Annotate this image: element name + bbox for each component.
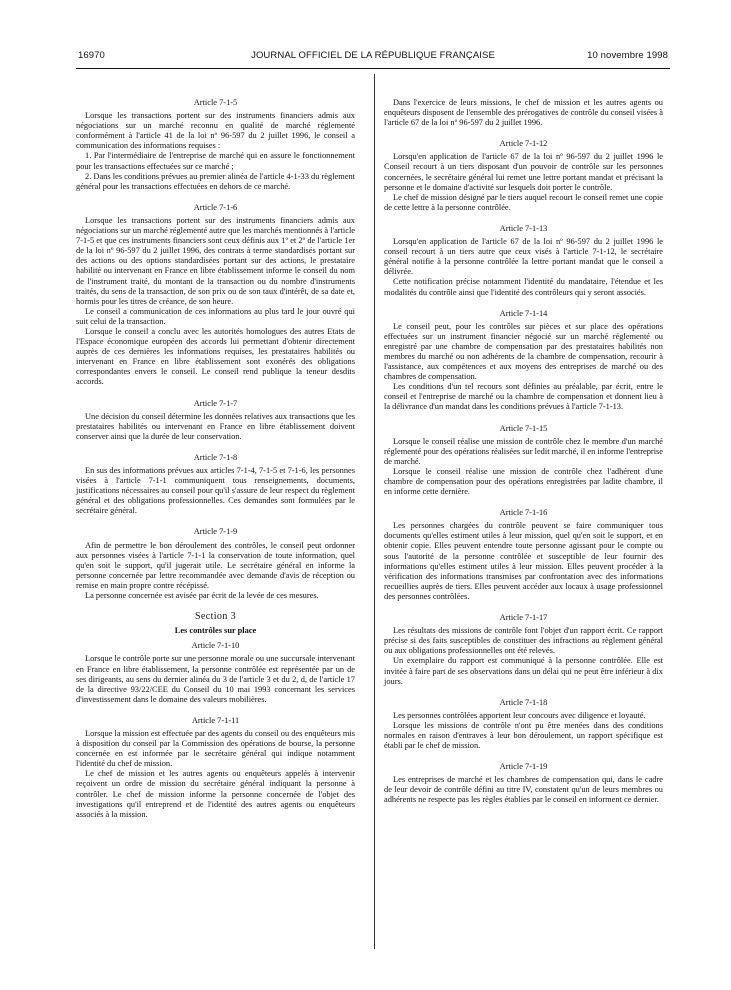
paragraph: En sus des informations prévues aux articles 7-1-4, 7-1-5 et 7-1-6, les personnes visées à l'article 7-1-1 communiquent tous renseignements, documents, justifications nécessaires au conseil pour qu'il s'assure de leur respect du règlement général et des obligations professionnelles. Ces demandes sont formulées par le secrétaire général. (76, 466, 355, 516)
left-column (76, 98, 355, 820)
paragraph: Lorsque le conseil a conclu avec les autorités homologues des autres Etats de l'Espace économique européen des accords lui permettant d'obtenir directement auprès de ces dernières les informations requises, les prestataires habilités ou intervenant en France en libre établissement sont exonérés des obligations correspondantes envers le conseil. Le conseil rend publique la teneur desdits accords. (76, 326, 355, 387)
paragraph: Le conseil a communication de ces informations au plus tard le jour ouvré qui suit celui de la transaction. (76, 306, 355, 326)
article-heading: Article 7-1-11 (191, 715, 240, 725)
paragraph: Lorsque le conseil réalise une mission de contrôle chez le membre d'un marché réglementé pour des opérations réalisées sur ledit marché, il en informe l'entreprise de marché. (384, 436, 663, 466)
paragraph: Lorsque le conseil réalise une mission de contrôle chez l'adhérent d'une chambre de compensation pour des opérations enregistrées par ladite chambre, il en informe cette dernière. (384, 466, 663, 497)
paragraph: Lorsque le contrôle porte sur une personne morale ou une succursale intervenant en France en libre établissement, la personne contrôlée est représentée par un de ses dirigeants, au sens du dernier alinéa du 3 de l'article 3 et du 2, d, de l'article 17 de la directive 93/22/CEE du Conseil du 10 mai 1993 concernant les services d'investissement dans le domaine des valeurs mobilières. (76, 654, 355, 704)
paragraph: Lorsqu'en application de l'article 67 de la loi nº 96-597 du 2 juillet 1996 le Conseil recourt à un tiers disposant d'un pouvoir de contrôle sur les personnes concernées, le secrétaire général lui remet une lettre portant mandat et précisant la personne et le domaine d'activité sur lesquels doit porter le contrôle. (384, 152, 663, 192)
article-heading: Article 7-1-6 (193, 202, 238, 212)
article-heading: Article 7-1-7 (193, 398, 238, 408)
paragraph: La personne concernée est avisée par écrit de la levée de ces mesures. (85, 591, 319, 601)
paragraph: Lorsque les transactions portent sur des instruments financiers admis aux négociations sur un marché réglementé autre que les marchés mentionnés à l'article 7-1-5 et que ces instruments financiers sont ceux définis aux 1º et 2º de l'article 1er de la loi nº 96-597 du 2 juillet 1996, des contrats à terme standardisés portant sur des actions ou des options standardisées portant sur des actions, le prestataire habilité ou intervenant en France en libre établissement informe le conseil du nom de l'instrument traité, du montant de la transaction ou du nombre d'instruments traités, du sens de la transaction, de son prix ou de son taux d'intérêt, de sa date et, hormis pour les titres de créance, de son heure. (76, 215, 355, 306)
journal-title: JOURNAL OFFICIEL DE LA RÉPUBLIQUE FRANÇAISE (251, 50, 495, 61)
article-heading: Article 7-1-15 (499, 423, 548, 433)
paragraph: Cette notification précise notamment l'identité du mandataire, l'étendue et les modalités du contrôle ainsi que l'identité des contrôleurs qui y seront associés. (384, 277, 663, 297)
article-heading: Article 7-1-5 (193, 98, 238, 107)
paragraph: Le conseil peut, pour les contrôles sur pièces et sur place des opérations effectuées sur un instrument financier négocié sur un marché réglementé ou enregistré par une chambre de compensation par des prestataires habilités non membres du marché ou non adhérents de la chambre de compensation, recourir à l'assistance, aux compétences et aux moyens des entreprises de marché ou des chambres de compensation. (384, 321, 663, 382)
article-heading: Article 7-1-17 (499, 613, 548, 623)
paragraph: Les conditions d'un tel recours sont définies au préalable, par écrit, entre le conseil et l'entreprise de marché ou la chambre de compensation et donnent lieu à la délivrance d'un mandat dans les conditions prévues à l'article 7-1-13. (384, 382, 663, 412)
article-heading: Article 7-1-9 (193, 527, 238, 537)
article-heading: Article 7-1-18 (499, 697, 548, 707)
column-separator (374, 74, 375, 949)
article-heading: Article 7-1-8 (193, 452, 238, 462)
article-heading: Article 7-1-13 (499, 223, 548, 233)
section-heading: Section 3 (194, 611, 237, 623)
article-heading: Article 7-1-19 (499, 762, 548, 772)
section-subtitle: Les contrôles sur place (174, 626, 257, 636)
article-heading: Article 7-1-12 (499, 139, 548, 149)
article-heading: Article 7-1-16 (499, 508, 548, 518)
paragraph: 2. Dans les conditions prévues au premier alinéa de l'article 4-1-33 du règlement général pour les transactions effectuées en dehors de ce marché. (76, 171, 355, 191)
paragraph: Une décision du conseil détermine les données relatives aux transactions que les prestataires habilités ou intervenant en France en libre établissement doivent conserver ainsi que la durée de leur conservation. (76, 411, 355, 441)
paragraph: Lorsque les transactions portent sur des instruments financiers admis aux négociations sur un marché reconnu en qualité de marché réglementé conformément à l'article 41 de la loi nº 96-597 du 2 juillet 1996, le conseil a communication des informations requises : (76, 111, 355, 151)
page-header (78, 50, 668, 64)
paragraph: Lorsque la mission est effectuée par des agents du conseil ou des enquêteurs mis à disposition du conseil par la Commission des opérations de bourse, la personne concernée en est informée par le secrétaire général qui indique notamment l'identité du chef de mission. (76, 728, 355, 769)
paragraph: Les résultats des missions de contrôle font l'objet d'un rapport écrit. Ce rapport précise si des faits susceptibles de constituer des infractions au règlement général ou aux obligations professionnelles ont été relevés. (384, 626, 663, 656)
right-column (384, 98, 663, 806)
paragraph: Dans l'exercice de leurs missions, le chef de mission et les autres agents ou enquêteurs disposent de l'ensemble des prérogatives de contrôle du conseil visées à l'article 67 de la loi nº 96-597 du 2 juillet 1996. (384, 98, 663, 128)
paragraph: Les personnes contrôlées apportent leur concours avec diligence et loyauté. (393, 710, 646, 720)
article-heading: Article 7-1-10 (191, 641, 240, 651)
header-rule (76, 68, 670, 69)
paragraph: Lorsqu'en application de l'article 67 de la loi nº 96-597 du 2 juillet 1996 le conseil recourt à un tiers autre que ceux visés à l'article 7-1-12, le secrétaire général notifie à la personne contrôlée la lettre portant mandat que le conseil a délivrée. (384, 237, 663, 277)
paragraph: Les entreprises de marché et les chambres de compensation qui, dans le cadre de leur devoir de contrôle défini au titre IV, constatent qu'un de leurs membres ou adhérents ne respecte pas les règles établies par le conseil en informent ce dernier. (384, 775, 663, 805)
page-number: 16970 (78, 50, 105, 61)
paragraph: Les personnes chargées du contrôle peuvent se faire communiquer tous documents qu'elles estiment utiles à leur mission, quel qu'en soit le support, et en obtenir copie. Elles peuvent entendre toute personne agissant pour le compte ou sous l'autorité de la personne contrôlée et susceptible de leur fournir des informations qu'elles estiment utiles à leur mission. Elles peuvent procéder à la vérification des informations transmises par confrontation avec des informations recueillies auprès de tiers. Elles peuvent accéder aux locaux à usage professionnel des personnes contrôlées. (384, 521, 663, 601)
paragraph: Le chef de mission désigné par le tiers auquel recourt le conseil remet une copie de cette lettre à la personne contrôlée. (384, 192, 663, 212)
article-heading: Article 7-1-14 (499, 308, 548, 318)
paragraph: Un exemplaire du rapport est communiqué à la personne contrôlée. Elle est invitée à faire part de ses observations dans un délai qui ne peut être inférieur à dix jours. (384, 656, 663, 686)
paragraph: Le chef de mission et les autres agents ou enquêteurs appelés à intervenir reçoivent un ordre de mission du secrétaire général indiquant la personne à contrôler. Le chef de mission informe la personne concernée de l'objet des investigations qu'il entreprend et de l'identité des autres agents ou enquêteurs associés à la mission. (76, 769, 355, 819)
paragraph: Afin de permettre le bon déroulement des contrôles, le conseil peut ordonner aux personnes visées à l'article 7-1-1 la conservation de toute information, quel qu'en soit le support, qu'il jugerait utile. Le secrétaire général en informe la personne concernée par lettre recommandée avec demande d'avis de réception ou remise en main propre contre récépissé. (76, 540, 355, 590)
paragraph: 1. Par l'intermédiaire de l'entreprise de marché qui en assure le fonctionnement pour les transactions effectuées sur ce marché ; (76, 151, 355, 171)
paragraph: Lorsque les missions de contrôle n'ont pu être menées dans des conditions normales en raison d'entraves à leur bon déroulement, un rapport spécifique est établi par le chef de mission. (384, 720, 663, 751)
publication-date: 10 novembre 1998 (587, 50, 668, 61)
